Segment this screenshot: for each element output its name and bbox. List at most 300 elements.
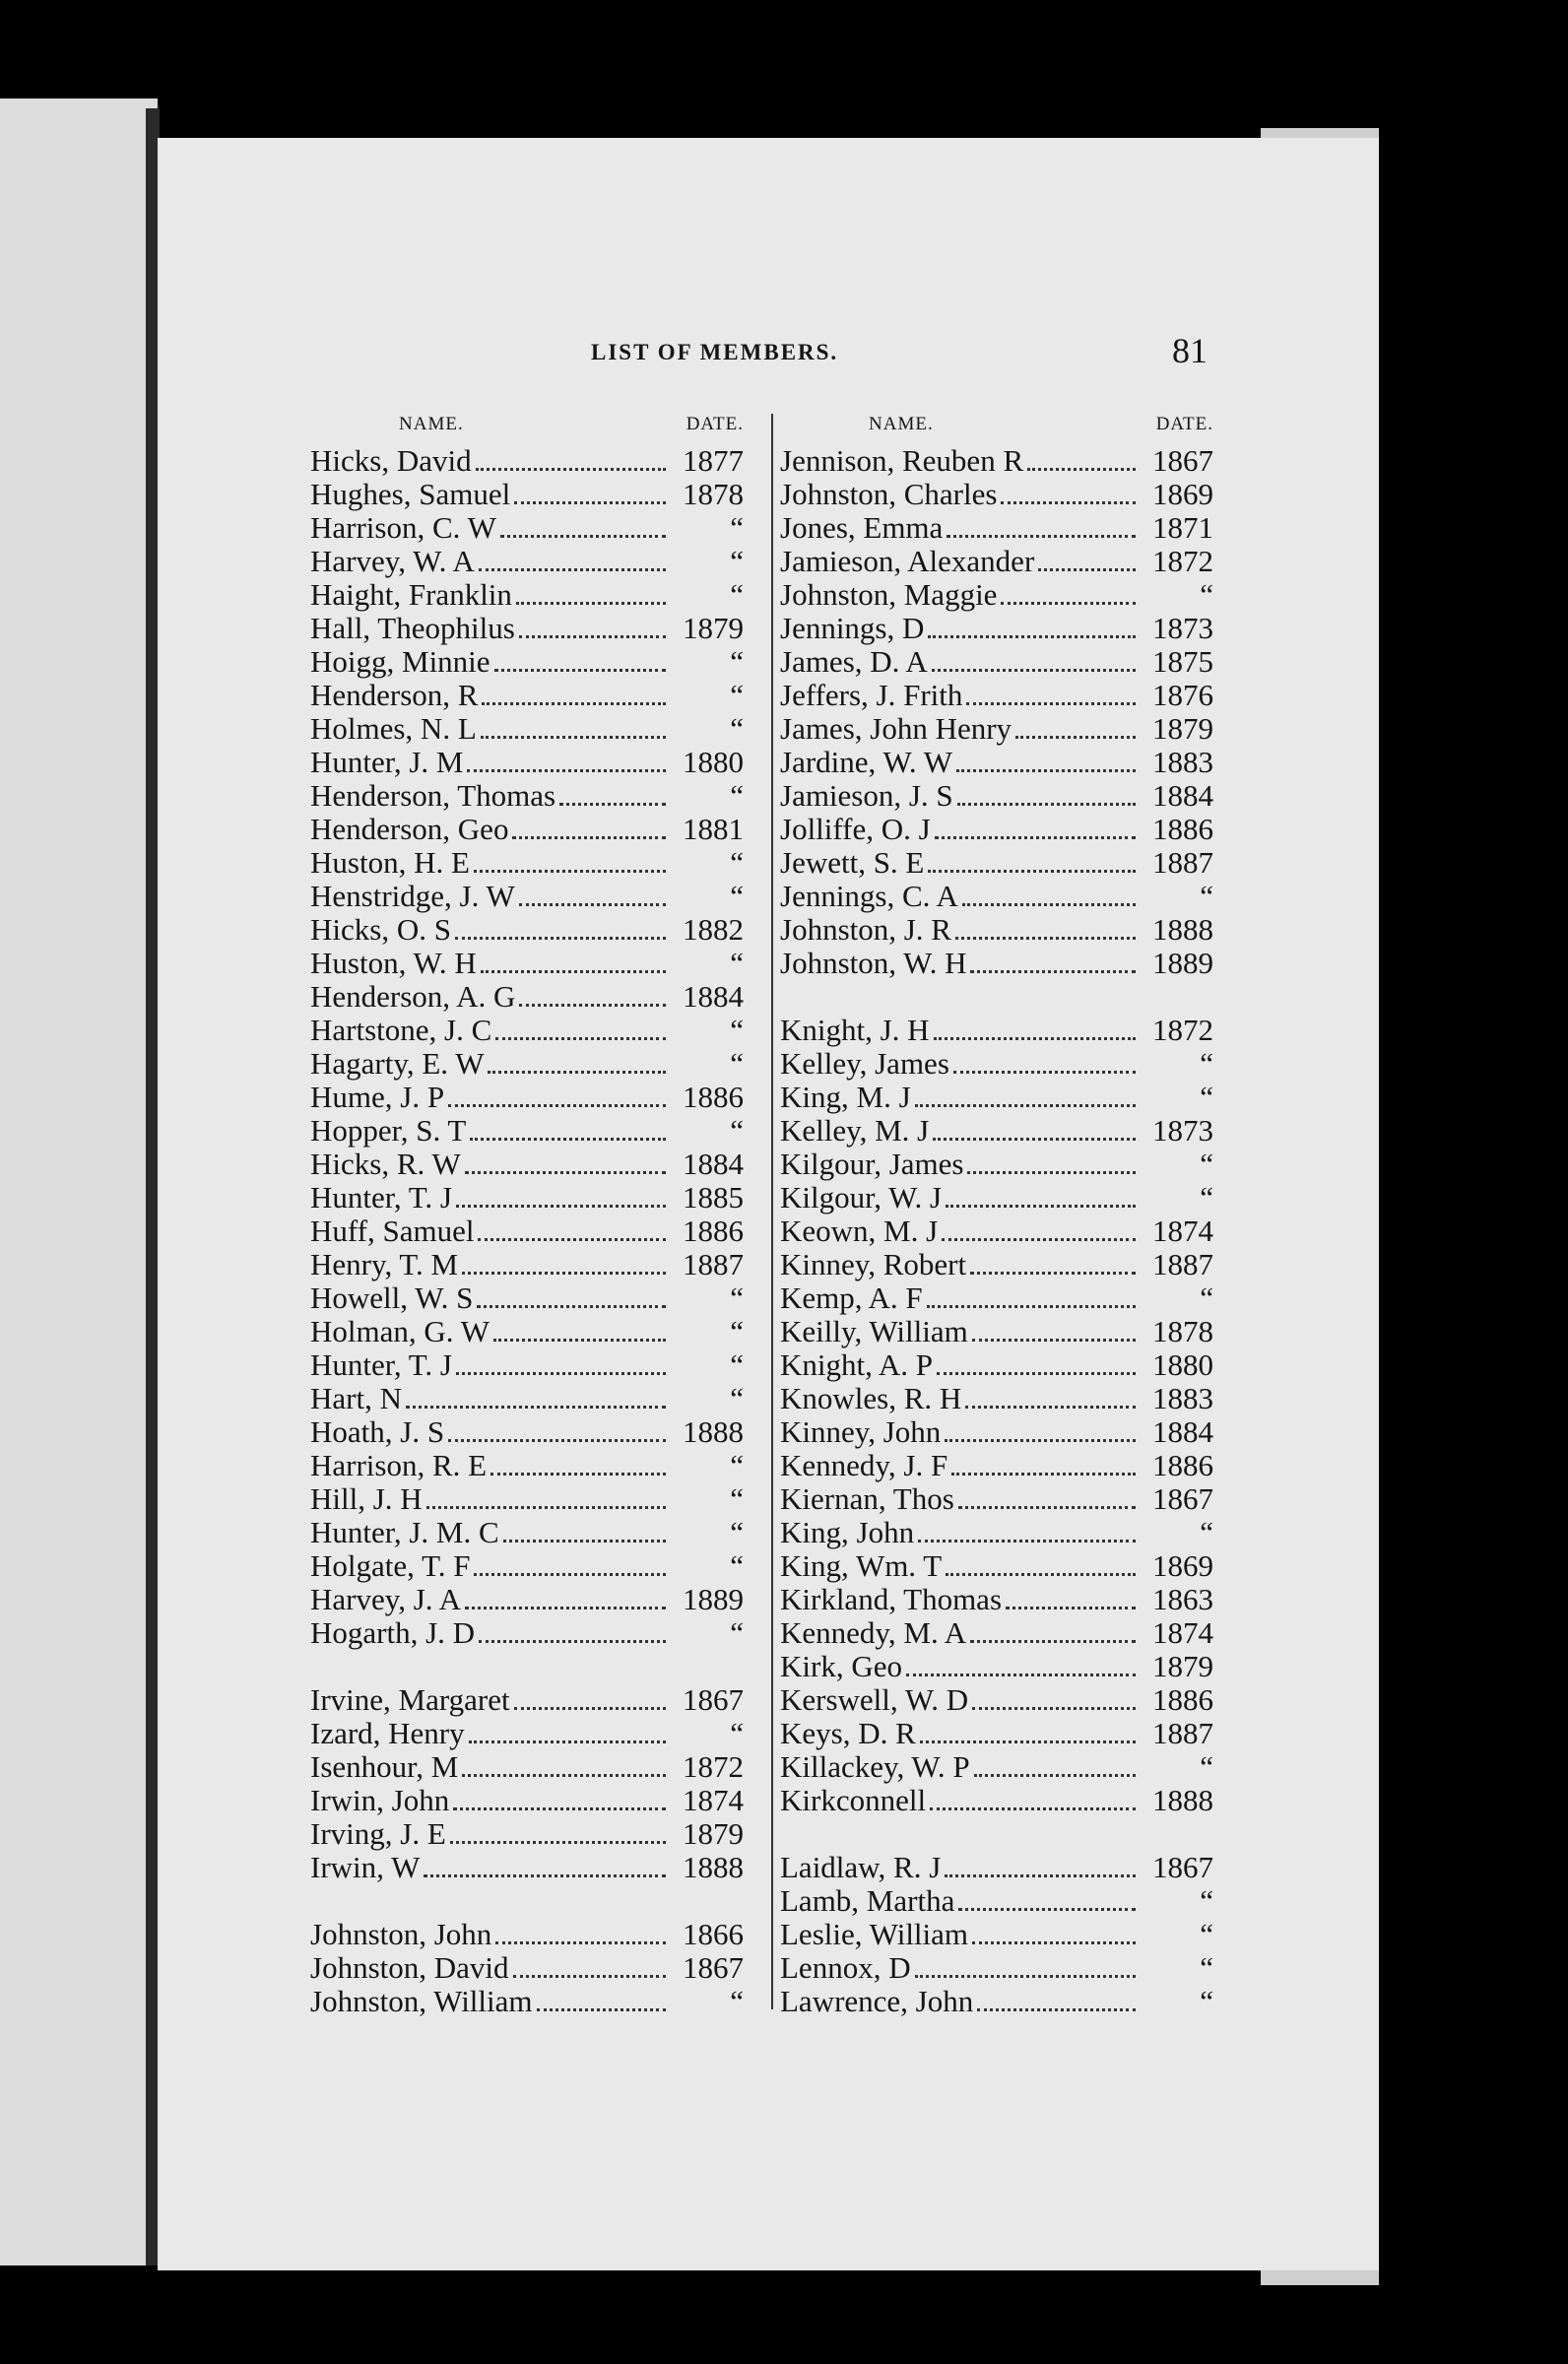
member-name: Hicks, David <box>310 443 472 478</box>
member-date: “ <box>1200 1180 1213 1215</box>
member-entry <box>780 1716 1213 1749</box>
member-name: James, D. A <box>780 644 928 679</box>
leader-dots <box>448 1438 666 1442</box>
member-entry <box>310 745 744 778</box>
member-name: Holgate, T. F <box>310 1548 471 1583</box>
member-name: Johnston, John <box>310 1917 492 1951</box>
member-date: 1877 <box>683 443 744 478</box>
leader-dots <box>465 1170 666 1174</box>
member-entry <box>310 711 744 745</box>
leader-dots <box>448 1103 666 1107</box>
member-entry <box>780 1080 1213 1113</box>
member-entry <box>780 1850 1213 1883</box>
member-entry <box>310 1984 744 2017</box>
member-date: 1869 <box>1152 1548 1213 1583</box>
member-entry <box>310 1548 744 1582</box>
member-entry <box>780 1917 1213 1950</box>
leader-dots <box>965 1405 1136 1409</box>
leader-dots <box>928 634 1136 638</box>
member-name: Henry, T. M <box>310 1247 459 1281</box>
leader-dots <box>488 1070 666 1074</box>
member-name: Haight, Franklin <box>310 577 512 612</box>
leader-dots <box>906 1673 1136 1676</box>
member-entry <box>310 946 744 979</box>
member-entry <box>310 1783 744 1816</box>
member-date: “ <box>1200 577 1213 612</box>
member-date: “ <box>1200 1950 1213 1985</box>
member-date: 1873 <box>1152 1113 1213 1148</box>
member-date: 1872 <box>1152 1013 1213 1047</box>
leader-dots <box>920 1740 1136 1743</box>
leader-dots <box>465 1606 666 1609</box>
leader-dots <box>513 1974 667 1978</box>
leader-dots <box>970 969 1136 973</box>
member-date: 1887 <box>1152 1247 1213 1281</box>
member-date: 1886 <box>683 1214 744 1248</box>
member-name: Hall, Theophilus <box>310 611 515 645</box>
member-date: 1879 <box>1152 711 1213 746</box>
member-date: 1879 <box>683 611 744 645</box>
member-date: “ <box>1200 1080 1213 1114</box>
leader-dots <box>455 936 666 940</box>
member-name: Lawrence, John <box>780 1984 974 2018</box>
leader-dots <box>1001 500 1136 504</box>
column-header <box>310 414 744 443</box>
member-date: 1878 <box>683 477 744 511</box>
page-number: 81 <box>1172 331 1208 370</box>
member-rows <box>780 443 1213 2017</box>
member-name: Jewett, S. E <box>780 845 925 880</box>
member-date: 1863 <box>1152 1582 1213 1616</box>
member-date: “ <box>730 1381 744 1415</box>
member-name: Henderson, Thomas <box>310 778 556 813</box>
member-name: Jolliffe, O. J <box>780 812 931 846</box>
leader-dots <box>479 1639 666 1643</box>
member-entry <box>780 1448 1213 1481</box>
member-name: Irvine, Margaret <box>310 1682 510 1717</box>
member-entry <box>780 1515 1213 1548</box>
leader-dots <box>456 1204 666 1208</box>
member-entry <box>310 1515 744 1548</box>
leader-dots <box>406 1405 666 1409</box>
member-entry <box>780 879 1213 912</box>
member-date: 1889 <box>683 1582 744 1616</box>
member-name: Hagarty, E. W <box>310 1046 485 1081</box>
member-name: Kirkland, Thomas <box>780 1582 1003 1616</box>
member-date: 1885 <box>683 1180 744 1215</box>
member-entry <box>780 678 1213 711</box>
member-entry <box>310 1615 744 1649</box>
member-date: 1887 <box>683 1247 744 1281</box>
member-date: 1886 <box>683 1080 744 1114</box>
member-date: 1871 <box>1152 510 1213 545</box>
leader-dots <box>915 1974 1136 1978</box>
member-entry <box>310 510 744 544</box>
member-name: Huston, W. H <box>310 946 477 980</box>
member-name: Knight, A. P <box>780 1347 934 1382</box>
member-name: Hogarth, J. D <box>310 1615 476 1650</box>
member-date: 1874 <box>1152 1214 1213 1248</box>
group-spacer <box>310 1649 744 1682</box>
member-date: 1884 <box>683 1147 744 1181</box>
member-entry <box>780 1649 1213 1682</box>
member-date: 1884 <box>1152 778 1213 813</box>
member-date: 1879 <box>683 1816 744 1851</box>
leader-dots <box>972 1706 1136 1710</box>
facing-page-edge <box>0 98 158 2266</box>
member-date: 1866 <box>683 1917 744 1951</box>
member-date: 1883 <box>1152 1381 1213 1415</box>
member-name: Hicks, R. W <box>310 1147 461 1181</box>
member-entry <box>310 1347 744 1381</box>
member-date: “ <box>730 644 744 679</box>
member-name: Irwin, W <box>310 1850 421 1884</box>
member-date: “ <box>730 1548 744 1583</box>
date-heading: DATE. <box>1155 414 1213 434</box>
member-name: Johnston, Maggie <box>780 577 998 612</box>
member-name: Huston, H. E <box>310 845 470 880</box>
member-entry <box>780 1180 1213 1214</box>
member-name: Jennings, C. A <box>780 879 958 913</box>
member-entry <box>310 1113 744 1147</box>
member-date: 1867 <box>1152 1850 1213 1884</box>
leader-dots <box>970 1639 1136 1643</box>
leader-dots <box>495 1036 666 1040</box>
member-name: Hume, J. P <box>310 1080 445 1114</box>
member-entry <box>310 1314 744 1347</box>
member-name: Jones, Emma <box>780 510 944 545</box>
member-entry <box>310 611 744 644</box>
leader-dots <box>474 869 666 873</box>
member-date: “ <box>1200 1749 1213 1784</box>
member-date: “ <box>730 1113 744 1148</box>
leader-dots <box>495 1940 666 1944</box>
member-name: Laidlaw, R. J <box>780 1850 942 1884</box>
leader-dots <box>456 1371 666 1375</box>
member-date: 1883 <box>1152 745 1213 779</box>
member-name: Kennedy, J. F <box>780 1448 948 1482</box>
member-entry <box>310 1414 744 1448</box>
member-date: “ <box>1200 1515 1213 1549</box>
member-date: “ <box>730 879 744 913</box>
member-date: 1882 <box>683 912 744 947</box>
member-date: “ <box>730 1515 744 1549</box>
member-name: Knowles, R. H <box>780 1381 962 1415</box>
member-name: Harrison, R. E <box>310 1448 488 1482</box>
member-name: Johnston, David <box>310 1950 509 1985</box>
member-entry <box>780 1414 1213 1448</box>
member-name: Irwin, John <box>310 1783 450 1817</box>
member-entry <box>310 1247 744 1280</box>
member-date: 1867 <box>1152 1481 1213 1516</box>
member-entry <box>310 577 744 611</box>
member-name: Huff, Samuel <box>310 1214 475 1248</box>
member-name: Hartstone, J. C <box>310 1013 492 1047</box>
member-entry <box>780 745 1213 778</box>
member-date: “ <box>1200 1280 1213 1315</box>
member-entry <box>310 1716 744 1749</box>
member-entry <box>310 812 744 845</box>
member-entry <box>780 544 1213 577</box>
leader-dots <box>476 467 666 471</box>
leader-dots <box>1006 1606 1136 1609</box>
member-date: 1884 <box>683 979 744 1014</box>
member-date: “ <box>730 1013 744 1047</box>
leader-dots <box>937 1371 1136 1375</box>
member-date: “ <box>730 1716 744 1750</box>
leader-dots <box>1001 601 1136 605</box>
member-name: Henstridge, J. W <box>310 879 515 913</box>
leader-dots <box>1027 467 1136 471</box>
member-date: “ <box>730 1347 744 1382</box>
member-entry <box>780 1582 1213 1615</box>
member-entry <box>780 1682 1213 1716</box>
member-name: Hoath, J. S <box>310 1414 445 1449</box>
member-entry <box>780 1247 1213 1280</box>
leader-dots <box>967 1170 1136 1174</box>
leader-dots <box>958 1505 1136 1509</box>
member-entry <box>310 1080 744 1113</box>
leader-dots <box>500 534 666 538</box>
member-entry <box>780 477 1213 510</box>
column-header <box>780 414 1213 443</box>
leader-dots <box>962 902 1136 906</box>
member-date: 1874 <box>683 1783 744 1817</box>
leader-dots <box>490 1472 666 1476</box>
member-name: Johnston, Charles <box>780 477 998 511</box>
member-entry <box>780 778 1213 812</box>
member-name: Johnston, William <box>310 1984 533 2018</box>
member-entry <box>780 1113 1213 1147</box>
member-date: “ <box>730 778 744 813</box>
member-entry <box>310 1013 744 1046</box>
member-date: “ <box>730 845 744 880</box>
member-name: Killackey, W. P <box>780 1749 970 1784</box>
member-entry <box>780 912 1213 946</box>
member-name: Kirk, Geo <box>780 1649 902 1683</box>
member-entry <box>780 1280 1213 1314</box>
leader-dots <box>516 601 666 605</box>
member-date: “ <box>730 1984 744 2018</box>
member-name: Kinney, John <box>780 1414 942 1449</box>
member-date: 1888 <box>683 1850 744 1884</box>
leader-dots <box>977 2007 1136 2011</box>
member-entry <box>780 1314 1213 1347</box>
member-name: King, Wm. T <box>780 1548 943 1583</box>
group-spacer <box>780 1816 1213 1850</box>
member-date: “ <box>730 544 744 578</box>
member-date: “ <box>730 510 744 545</box>
member-name: James, John Henry <box>780 711 1013 746</box>
leader-dots <box>1038 567 1136 571</box>
leader-dots <box>927 1304 1136 1308</box>
member-date: 1884 <box>1152 1414 1213 1449</box>
member-date: 1872 <box>1152 544 1213 578</box>
member-entry <box>310 1582 744 1615</box>
member-name: Hart, N <box>310 1381 402 1415</box>
member-name: Kemp, A. F <box>780 1280 923 1315</box>
leader-dots <box>470 1137 666 1141</box>
member-name: Jamieson, Alexander <box>780 544 1035 578</box>
leader-dots <box>462 1271 666 1275</box>
member-entry <box>310 477 744 510</box>
member-name: Keilly, William <box>780 1314 968 1348</box>
leader-dots <box>519 634 666 638</box>
leader-dots <box>930 1806 1136 1810</box>
leader-dots <box>932 668 1136 672</box>
member-date: “ <box>730 1481 744 1516</box>
member-column-right <box>780 414 1213 2017</box>
member-entry <box>780 611 1213 644</box>
member-entry <box>780 946 1213 979</box>
member-entry <box>780 711 1213 745</box>
leader-dots <box>972 1338 1136 1342</box>
member-date: “ <box>1200 1883 1213 1918</box>
leader-dots <box>469 1740 666 1743</box>
leader-dots <box>951 1472 1136 1476</box>
leader-dots <box>559 802 666 806</box>
member-entry <box>780 1984 1213 2017</box>
leader-dots <box>935 835 1136 839</box>
leader-dots <box>462 1773 666 1777</box>
leader-dots <box>477 1304 666 1308</box>
member-date: 1889 <box>1152 946 1213 980</box>
member-name: Holmes, N. L <box>310 711 477 746</box>
member-entry <box>780 644 1213 678</box>
member-entry <box>780 1147 1213 1180</box>
leader-dots <box>514 500 666 504</box>
member-date: 1874 <box>1152 1615 1213 1650</box>
member-entry <box>310 1950 744 1984</box>
leader-dots <box>970 1271 1136 1275</box>
member-date: “ <box>730 1615 744 1650</box>
leader-dots <box>942 1237 1136 1241</box>
member-name: Kilgour, W. J <box>780 1180 943 1215</box>
member-date: 1880 <box>683 745 744 779</box>
leader-dots <box>928 869 1136 873</box>
member-entry <box>310 644 744 678</box>
member-name: Kennedy, M. A <box>780 1615 967 1650</box>
leader-dots <box>478 1237 666 1241</box>
leader-dots <box>453 1806 666 1810</box>
member-date: 1887 <box>1152 845 1213 880</box>
member-name: Hunter, T. J <box>310 1347 452 1382</box>
leader-dots <box>955 936 1136 940</box>
leader-dots <box>537 2007 666 2011</box>
member-name: Hunter, J. M. C <box>310 1515 499 1549</box>
leader-dots <box>966 701 1136 705</box>
member-name: Jamieson, J. S <box>780 778 953 813</box>
member-date: “ <box>1200 1984 1213 2018</box>
member-date: “ <box>730 1314 744 1348</box>
leader-dots <box>474 1572 666 1576</box>
leader-dots <box>519 1003 666 1007</box>
member-name: Johnston, J. R <box>780 912 951 947</box>
member-entry <box>780 443 1213 477</box>
leader-dots <box>945 1873 1136 1877</box>
member-entry <box>310 1448 744 1481</box>
member-entry <box>780 845 1213 879</box>
member-entry <box>780 1548 1213 1582</box>
member-entry <box>310 1147 744 1180</box>
leader-dots <box>974 1773 1136 1777</box>
member-entry <box>310 1180 744 1214</box>
member-entry <box>310 1917 744 1950</box>
member-entry <box>780 1749 1213 1783</box>
member-date: “ <box>730 678 744 712</box>
leader-dots <box>512 835 666 839</box>
member-name: Lennox, D <box>780 1950 911 1985</box>
leader-dots <box>450 1840 666 1844</box>
member-entry <box>310 845 744 879</box>
name-heading: NAME. <box>399 414 464 434</box>
member-name: Jennings, D <box>780 611 925 645</box>
member-name: Harrison, C. W <box>310 510 496 545</box>
leader-dots <box>467 768 666 772</box>
member-entry <box>310 443 744 477</box>
leader-dots <box>503 1539 666 1543</box>
member-date: 1879 <box>1152 1649 1213 1683</box>
member-date: 1872 <box>683 1749 744 1784</box>
member-entry <box>780 1214 1213 1247</box>
member-date: 1880 <box>1152 1347 1213 1382</box>
member-name: King, John <box>780 1515 915 1549</box>
member-date: 1888 <box>1152 1783 1213 1817</box>
leader-dots <box>957 802 1136 806</box>
member-name: Isenhour, M <box>310 1749 459 1784</box>
leader-dots <box>493 1338 666 1342</box>
member-date: 1886 <box>1152 1682 1213 1717</box>
leader-dots <box>946 1204 1136 1208</box>
column-divider <box>771 414 773 2009</box>
leader-dots <box>481 969 666 973</box>
group-spacer <box>780 979 1213 1013</box>
member-name: Hunter, T. J <box>310 1180 452 1215</box>
leader-dots <box>514 1706 666 1710</box>
member-date: “ <box>730 946 744 980</box>
member-name: Kirkconnell <box>780 1783 927 1817</box>
member-entry <box>780 1046 1213 1080</box>
leader-dots <box>1015 735 1136 739</box>
member-entry <box>780 1381 1213 1414</box>
member-entry <box>780 577 1213 611</box>
member-entry <box>780 1481 1213 1515</box>
member-name: Keown, M. J <box>780 1214 939 1248</box>
member-name: Knight, J. H <box>780 1013 930 1047</box>
member-date: 1886 <box>1152 1448 1213 1482</box>
member-entry <box>310 778 744 812</box>
member-name: Kiernan, Thos <box>780 1481 954 1516</box>
member-entry <box>780 510 1213 544</box>
member-entry <box>780 1783 1213 1816</box>
member-date: “ <box>730 1046 744 1081</box>
member-entry <box>310 912 744 946</box>
member-name: Hopper, S. T <box>310 1113 467 1148</box>
member-entry <box>310 1816 744 1850</box>
member-date: “ <box>1200 1917 1213 1951</box>
member-entry <box>310 1749 744 1783</box>
member-name: Johnston, W. H <box>780 946 967 980</box>
member-name: Lamb, Martha <box>780 1883 955 1918</box>
member-name: Kerswell, W. D <box>780 1682 969 1717</box>
member-name: Henderson, Geo <box>310 812 509 846</box>
leader-dots <box>424 1873 666 1877</box>
leader-dots <box>479 567 666 571</box>
member-entry <box>310 1481 744 1515</box>
member-name: Hill, J. H <box>310 1481 423 1516</box>
member-entry <box>780 1347 1213 1381</box>
member-entry <box>780 812 1213 845</box>
